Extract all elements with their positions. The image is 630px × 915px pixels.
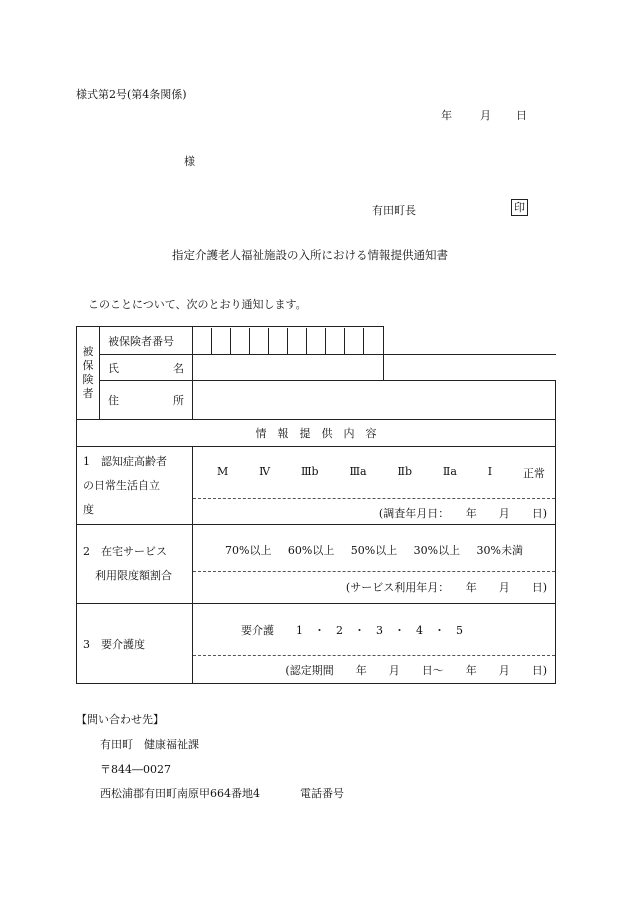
option-2a[interactable]: Ⅱa xyxy=(442,465,457,478)
service-date-note: (サービス利用年月： 年 月 日) xyxy=(345,581,547,594)
blank-area xyxy=(384,327,556,355)
row1-label-line3: 度 xyxy=(83,502,94,516)
date-year: 年 xyxy=(441,109,452,122)
insured-char-4: 者 xyxy=(82,387,94,400)
insured-char-1: 被 xyxy=(82,345,94,358)
address-label xyxy=(100,381,193,420)
option-50[interactable]: 50%以上 xyxy=(350,544,398,557)
digit-box[interactable] xyxy=(250,328,269,354)
care-level-options[interactable]: 要介護 1 ・ 2 ・ 3 ・ 4 ・ 5 xyxy=(241,624,463,637)
dashed-divider xyxy=(193,655,555,656)
option-30-plus[interactable]: 30%以上 xyxy=(413,544,461,557)
insured-char-2: 保 xyxy=(82,359,94,372)
row3-label: 3 要介護度 xyxy=(77,604,193,684)
option-1[interactable]: Ⅰ xyxy=(487,465,493,478)
digit-box[interactable] xyxy=(326,328,345,354)
row1-label xyxy=(77,447,193,525)
row2-label-line1: 2 在宅サービス xyxy=(83,545,167,558)
option-normal[interactable]: 正常 xyxy=(522,467,545,480)
contact-heading: 【問い合わせ先】 xyxy=(76,713,164,726)
digit-box[interactable] xyxy=(231,328,250,354)
row1-label-line1: 1 認知症高齢者 xyxy=(83,454,167,468)
contact-phone-label: 電話番号 xyxy=(300,787,344,800)
date-day: 日 xyxy=(516,109,527,122)
insured-number-boxes[interactable] xyxy=(193,327,384,355)
limit-ratio-options[interactable] xyxy=(225,542,523,558)
date-month: 月 xyxy=(480,109,491,122)
independence-options[interactable] xyxy=(217,465,545,481)
contact-dept: 有田町 健康福祉課 xyxy=(100,738,199,751)
name-label-char-1: 氏 xyxy=(108,361,119,375)
form-number: 様式第2号(第4条関係) xyxy=(76,88,187,101)
digit-box[interactable] xyxy=(345,328,364,354)
option-70[interactable]: 70%以上 xyxy=(225,544,272,557)
contact-address: 西松浦郡有田町南原甲664番地4 xyxy=(100,787,260,800)
name-label-char-2: 名 xyxy=(173,361,184,375)
certification-period-note: (認定期間 年 月 日～ 年 月 日) xyxy=(285,664,547,677)
address-label-char-1: 住 xyxy=(108,394,119,407)
insured-number-label: 被保険者番号 xyxy=(100,327,193,355)
digit-box[interactable] xyxy=(288,328,307,354)
insured-char-3: 険 xyxy=(82,373,94,386)
digit-box[interactable] xyxy=(269,328,288,354)
digit-box[interactable] xyxy=(212,328,231,354)
address-field[interactable] xyxy=(193,381,556,420)
row1-content xyxy=(193,447,556,525)
digit-box[interactable] xyxy=(364,328,383,354)
blank-area xyxy=(384,355,556,381)
name-label xyxy=(100,355,193,381)
option-30-minus[interactable]: 30%未満 xyxy=(476,544,523,557)
info-table xyxy=(76,326,556,684)
option-2b[interactable]: Ⅱb xyxy=(397,465,412,478)
dashed-divider xyxy=(193,498,555,499)
document-title: 指定介護老人福祉施設の入所における情報提供通知書 xyxy=(172,248,448,262)
seal-mark: 印 xyxy=(511,199,528,216)
intro-text: このことについて、次のとおり通知します。 xyxy=(88,298,307,311)
row2-content xyxy=(193,525,556,604)
option-3a[interactable]: Ⅲa xyxy=(349,465,367,478)
option-m[interactable]: M xyxy=(217,465,229,478)
dashed-divider xyxy=(193,571,555,572)
sender-name: 有田町長 xyxy=(372,204,416,217)
addressee-suffix: 様 xyxy=(184,155,195,168)
row2-label xyxy=(77,525,193,604)
option-3b[interactable]: Ⅲb xyxy=(300,465,319,478)
address-label-char-2: 所 xyxy=(173,394,184,407)
contact-postal: 〒844―0027 xyxy=(100,763,171,776)
row2-label-line2: 利用限度額割合 xyxy=(95,569,172,582)
info-header: 情 報 提 供 内 容 xyxy=(77,420,556,447)
digit-box[interactable] xyxy=(193,328,212,354)
row1-label-line2: の日常生活自立 xyxy=(83,478,160,492)
row3-content xyxy=(193,604,556,684)
insured-group-label xyxy=(77,327,100,420)
option-60[interactable]: 60%以上 xyxy=(287,544,335,557)
name-field[interactable] xyxy=(193,355,384,381)
option-4[interactable]: Ⅳ xyxy=(259,465,271,478)
survey-date-note: (調査年月日： 年 月 日) xyxy=(378,507,547,520)
digit-box[interactable] xyxy=(307,328,326,354)
